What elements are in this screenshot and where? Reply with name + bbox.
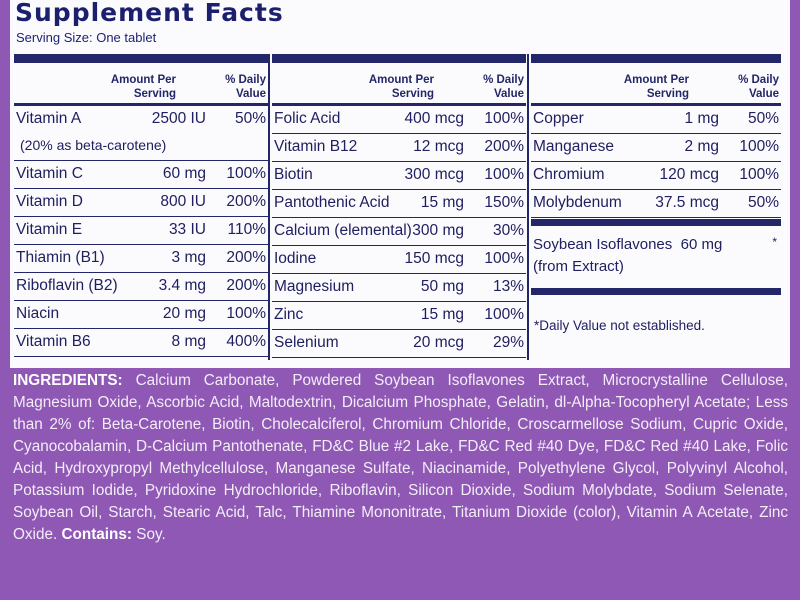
nutrient-name: Iodine <box>274 250 317 267</box>
nutrient-amount: 15 mg <box>420 194 464 211</box>
nutrient-amount: 800 IU <box>160 193 206 210</box>
nutrient-row <box>272 218 526 246</box>
nutrient-dv: 200% <box>226 277 266 294</box>
nutrient-column-3 <box>531 54 781 218</box>
nutrient-row <box>14 301 268 329</box>
nutrient-amount: 50 mg <box>420 278 464 295</box>
amount-header: Amount Per Serving <box>623 74 689 100</box>
nutrient-row <box>272 162 526 190</box>
nutrient-row <box>531 106 781 134</box>
nutrient-row <box>272 330 526 358</box>
nutrient-name: Pantothenic Acid <box>274 194 390 211</box>
nutrient-row <box>531 190 781 218</box>
nutrient-dv: 30% <box>492 222 524 239</box>
nutrient-row <box>14 161 268 189</box>
nutrient-name: Thiamin (B1) <box>16 249 105 266</box>
nutrient-name: Vitamin C <box>16 165 83 182</box>
nutrient-amount: 20 mg <box>162 305 206 322</box>
nutrient-name: Calcium (elemental) <box>274 222 412 239</box>
nutrient-amount: 33 IU <box>168 221 206 238</box>
nutrient-dv: 400% <box>226 333 266 350</box>
nutrient-dv: 50% <box>747 110 779 127</box>
ingredients-list: Calcium Carbonate, Powdered Soybean Isoflavones Extract, Microcrystalline Cellulose, Magnesium Oxide, Ascorbic Acid, Maltodextrin, Dicalcium Phosphate, Gelatin, dl-Alpha-Tocopheryl Acetate; Less than 2% of: Beta-Carotene, Biotin, Cholecalciferol, Chromium Chloride, Croscarmellose Sodium, Cupric Oxide, Cyanocobalamin, D-Calcium Pantothenate, FD&C Blue #2 Lake, FD&C Red #40 Dye, FD&C Red #40 Lake, Folic Acid, Hydroxypropyl Methylcellulose, Manganese Sulfate, Niacinamide, Polyethylene Glycol, Polyvinyl Alcohol, Potassium Iodide, Pyridoxine Hydrochloride, Riboflavin, Silicon Dioxide, Sodium Molybdate, Sodium Selenate, Soybean Oil, Starch, Stearic Acid, Talc, Thiamine Mononitrate, Titanium Dioxide (color), Vitamin A Acetate, Zinc Oxide. <box>13 372 788 543</box>
nutrient-name: Copper <box>533 110 584 127</box>
divider-bar <box>14 54 268 63</box>
nutrient-row <box>272 106 526 134</box>
nutrient-amount: 150 mcg <box>404 250 464 267</box>
nutrient-name: Folic Acid <box>274 110 341 127</box>
nutrient-amount: 120 mcg <box>659 166 719 183</box>
contains-label: Contains: <box>61 526 133 543</box>
ingredients-label: INGREDIENTS: <box>13 372 123 389</box>
nutrient-amount: 12 mcg <box>413 138 464 155</box>
column-header <box>272 63 526 103</box>
divider-bar <box>531 54 781 63</box>
column-header <box>14 63 268 103</box>
nutrient-dv: 29% <box>492 334 524 351</box>
nutrient-name: Vitamin B6 <box>16 333 91 350</box>
nutrient-amount: 2 mg <box>684 138 719 155</box>
nutrient-row <box>272 190 526 218</box>
nutrient-dv: 100% <box>484 166 524 183</box>
nutrient-amount: 3.4 mg <box>158 277 206 294</box>
divider-bar <box>531 288 781 295</box>
nutrient-dv: 50% <box>234 110 266 127</box>
nutrient-name: Chromium <box>533 166 605 183</box>
nutrient-amount: 300 mg <box>412 222 464 239</box>
soy-isoflavones-row <box>531 220 781 282</box>
nutrient-row <box>14 189 268 217</box>
column-divider <box>268 54 270 360</box>
nutrient-dv: 100% <box>739 138 779 155</box>
nutrient-dv: 50% <box>747 194 779 211</box>
ingredients-text <box>13 370 788 546</box>
nutrient-column-2 <box>272 54 526 358</box>
nutrient-row <box>14 329 268 357</box>
nutrient-name: Manganese <box>533 138 615 155</box>
divider-bar <box>272 54 526 63</box>
nutrient-amount: 60 mg <box>680 236 723 253</box>
nutrient-row <box>14 106 268 161</box>
nutrient-amount: 400 mcg <box>404 110 464 127</box>
nutrient-amount: 15 mg <box>420 306 464 323</box>
nutrient-dv: 13% <box>492 278 524 295</box>
nutrient-dv: * <box>772 235 777 249</box>
serving-size: Serving Size: One tablet <box>16 30 157 45</box>
nutrient-dv: 100% <box>739 166 779 183</box>
nutrient-name: Vitamin E <box>16 221 83 238</box>
nutrient-row <box>272 246 526 274</box>
column-header <box>531 63 781 103</box>
daily-value-header: % Daily Value <box>483 74 524 100</box>
nutrient-row <box>272 274 526 302</box>
nutrient-name: Vitamin A <box>16 110 82 127</box>
nutrient-dv: 100% <box>226 165 266 182</box>
nutrient-dv: 110% <box>227 221 266 238</box>
nutrient-name: Vitamin B12 <box>274 138 358 155</box>
nutrient-amount: 3 mg <box>171 249 206 266</box>
nutrient-name: Biotin <box>274 166 313 183</box>
nutrient-name: Selenium <box>274 334 339 351</box>
nutrient-subnote: (from Extract) <box>533 258 624 275</box>
nutrient-amount: 300 mcg <box>404 166 464 183</box>
nutrient-row <box>531 134 781 162</box>
daily-value-header: % Daily Value <box>225 74 266 100</box>
nutrient-amount: 60 mg <box>162 165 206 182</box>
nutrient-amount: 8 mg <box>171 333 206 350</box>
nutrient-name: Niacin <box>16 305 60 322</box>
nutrient-dv: 200% <box>226 249 266 266</box>
nutrient-amount: 37.5 mcg <box>655 194 719 211</box>
nutrient-row <box>272 302 526 330</box>
nutrient-name: Riboflavin (B2) <box>16 277 118 294</box>
nutrient-row <box>272 134 526 162</box>
page-title: Supplement Facts <box>15 0 284 27</box>
column-divider <box>527 54 529 360</box>
nutrient-amount: 20 mcg <box>413 334 464 351</box>
daily-value-header: % Daily Value <box>738 74 779 100</box>
nutrient-column-1 <box>14 54 268 357</box>
nutrient-name: Vitamin D <box>16 193 83 210</box>
nutrient-row <box>14 217 268 245</box>
nutrient-row <box>14 273 268 301</box>
nutrient-row <box>14 245 268 273</box>
nutrient-name: Zinc <box>274 306 304 323</box>
nutrient-subnote: (20% as beta-carotene) <box>20 137 167 153</box>
nutrient-dv: 150% <box>484 194 524 211</box>
amount-header: Amount Per Serving <box>368 74 434 100</box>
footnote: *Daily Value not established. <box>534 318 705 333</box>
nutrient-dv: 100% <box>484 110 524 127</box>
nutrient-amount: 1 mg <box>684 110 719 127</box>
amount-header: Amount Per Serving <box>110 74 176 100</box>
nutrient-dv: 100% <box>484 250 524 267</box>
nutrient-dv: 100% <box>484 306 524 323</box>
nutrient-amount: 2500 IU <box>151 110 206 127</box>
nutrient-name: Magnesium <box>274 278 355 295</box>
nutrient-row <box>531 162 781 190</box>
nutrient-dv: 200% <box>226 193 266 210</box>
nutrient-dv: 200% <box>484 138 524 155</box>
nutrient-name: Molybdenum <box>533 194 622 211</box>
nutrient-name: Soybean Isoflavones <box>533 236 673 253</box>
nutrient-dv: 100% <box>226 305 266 322</box>
contains-value: Soy. <box>136 526 166 543</box>
